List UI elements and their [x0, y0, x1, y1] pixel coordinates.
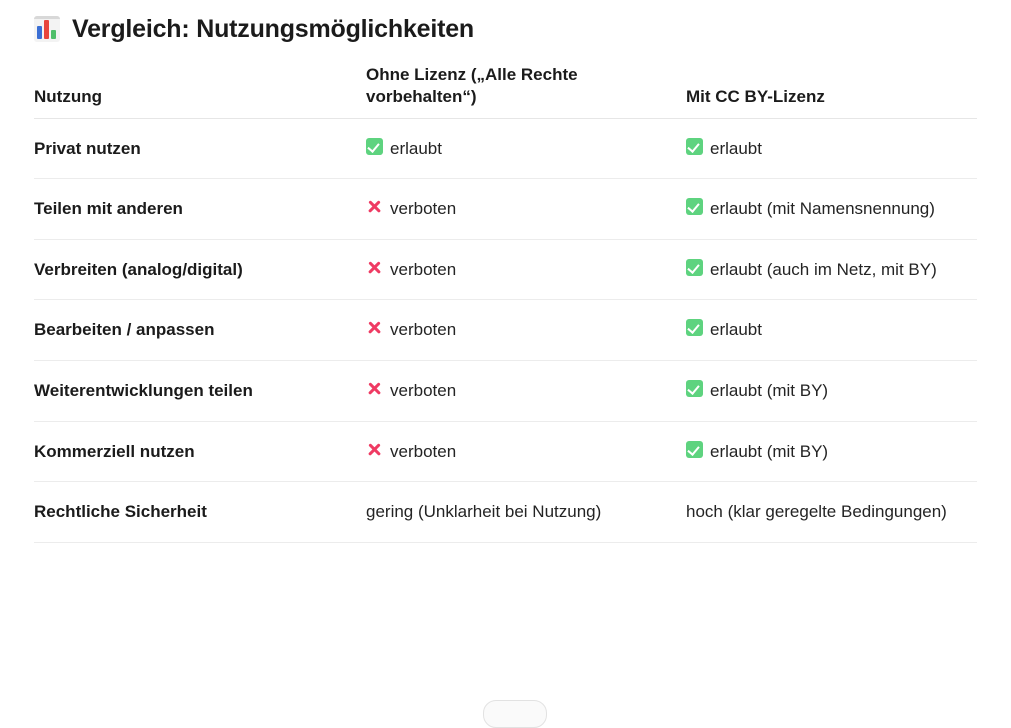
cell-no-license: erlaubt	[366, 118, 686, 179]
table-row	[34, 482, 977, 543]
row-label: Weiterentwicklungen teilen	[34, 361, 366, 422]
row-label: Privat nutzen	[34, 118, 366, 179]
cell-cc-by: erlaubt	[686, 118, 977, 179]
cell-cc-by: erlaubt	[686, 300, 977, 361]
table-row	[34, 179, 977, 240]
table-header	[34, 50, 977, 118]
column-header-no-license: Ohne Lizenz („Alle Rechte vorbehalten“)	[366, 50, 686, 118]
check-icon	[686, 198, 703, 215]
table-row	[34, 118, 977, 179]
check-icon	[686, 441, 703, 458]
column-header-use: Nutzung	[34, 50, 366, 118]
table-body	[34, 118, 977, 542]
row-label: Verbreiten (analog/digital)	[34, 239, 366, 300]
cell-no-license: verboten	[366, 421, 686, 482]
page-title-row	[0, 0, 1011, 50]
check-icon	[366, 138, 383, 155]
cell-cc-by: erlaubt (mit BY)	[686, 361, 977, 422]
cross-icon	[366, 259, 383, 276]
cell-cc-by: erlaubt (mit Namensnennung)	[686, 179, 977, 240]
table-header-row	[34, 50, 977, 118]
check-icon	[686, 319, 703, 336]
check-icon	[686, 138, 703, 155]
cross-icon	[366, 380, 383, 397]
check-icon	[686, 259, 703, 276]
cell-no-license: verboten	[366, 361, 686, 422]
table-row	[34, 239, 977, 300]
row-label: Teilen mit anderen	[34, 179, 366, 240]
check-icon	[686, 380, 703, 397]
table-row	[34, 421, 977, 482]
cell-no-license: verboten	[366, 179, 686, 240]
cell-cc-by: erlaubt (mit BY)	[686, 421, 977, 482]
bar-chart-icon	[34, 16, 60, 42]
cell-no-license: verboten	[366, 239, 686, 300]
row-label: Rechtliche Sicherheit	[34, 482, 366, 543]
cross-icon	[366, 441, 383, 458]
cell-cc-by: erlaubt (auch im Netz, mit BY)	[686, 239, 977, 300]
table-row	[34, 300, 977, 361]
table-row	[34, 361, 977, 422]
cross-icon	[366, 198, 383, 215]
page-title: Vergleich: Nutzungsmöglichkeiten	[72, 14, 474, 43]
page-bottom-pill	[483, 700, 547, 728]
row-label: Kommerziell nutzen	[34, 421, 366, 482]
cell-no-license: verboten	[366, 300, 686, 361]
row-label: Bearbeiten / anpassen	[34, 300, 366, 361]
cell-no-license: gering (Unklarheit bei Nutzung)	[366, 482, 686, 543]
comparison-table	[34, 50, 977, 543]
column-header-cc-by: Mit CC BY-Lizenz	[686, 50, 977, 118]
cell-cc-by: hoch (klar geregelte Bedingungen)	[686, 482, 977, 543]
cross-icon	[366, 319, 383, 336]
